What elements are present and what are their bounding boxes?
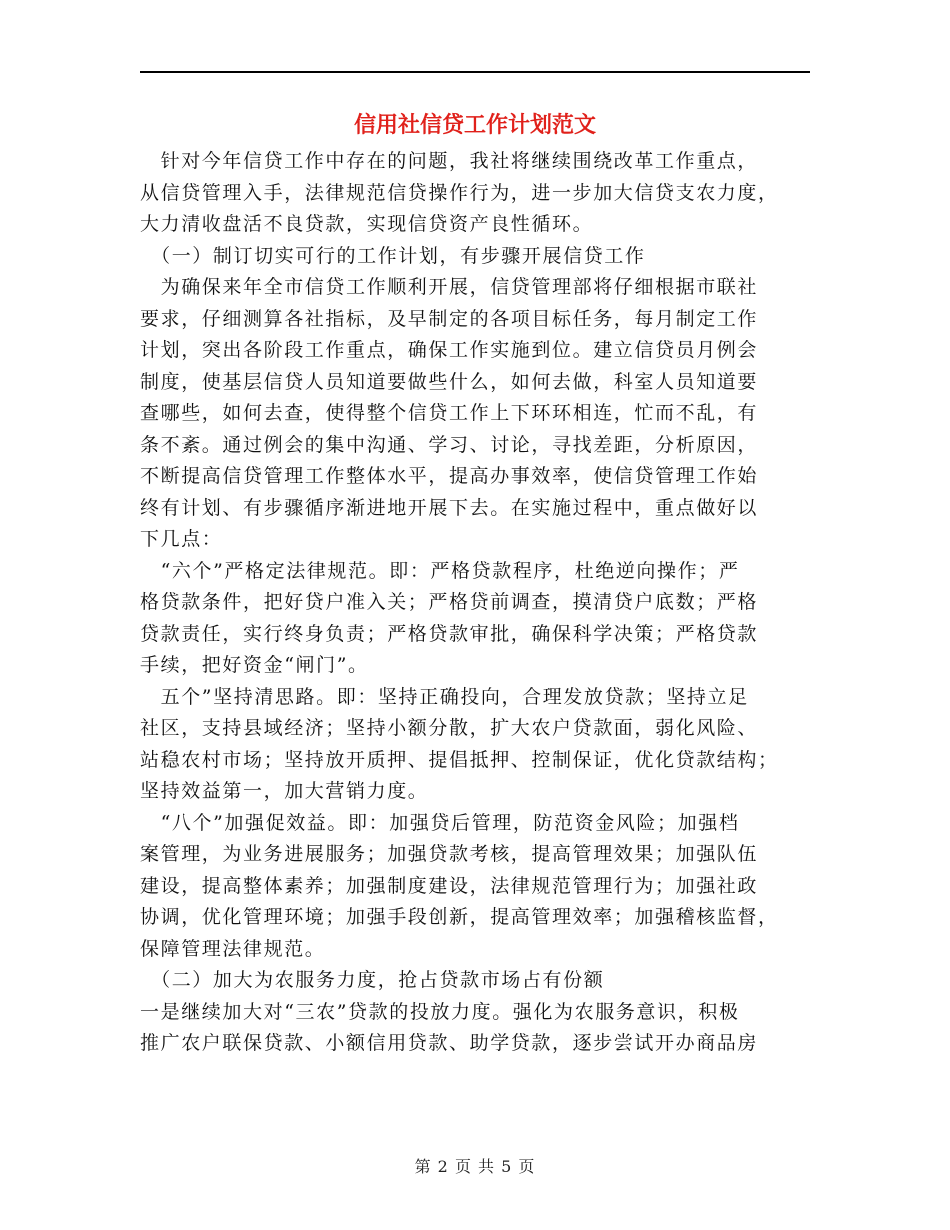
body-line: 查哪些，如何去查，使得整个信贷工作上下环环相连，忙而不乱，有 — [140, 402, 759, 424]
section-heading: （一）制订切实可行的工作计划，有步骤开展信贷工作 — [140, 244, 646, 267]
body-line: 保障管理法律规范。 — [140, 937, 326, 960]
body-line: 大力清收盘活不良贷款，实现信贷资产良性循环。 — [140, 213, 594, 235]
body-line: 一是继续加大对“三农”贷款的投放力度。强化为农服务意识，积极 — [140, 1000, 740, 1023]
body-line: 贷款责任，实行终身负责；严格贷款审批，确保科学决策；严格贷款 — [140, 622, 759, 645]
document-title: 信用社信贷工作计划范文 — [353, 113, 596, 138]
body-line: 推广农户联保贷款、小额信用贷款、助学贷款，逐步尝试开办商品房 — [140, 1032, 759, 1054]
body-line: 站稳农村市场；坚持放开质押、提倡抵押、控制保证，优化贷款结构； — [140, 748, 779, 771]
body-line: 计划，突出各阶段工作重点，确保工作实施到位。建立信贷员月例会 — [140, 339, 759, 361]
body-line: 手续，把好资金“闸门”。 — [140, 654, 369, 676]
body-line: “六个”严格定法律规范。即：严格贷款程序，杜绝逆向操作；严 — [140, 559, 740, 582]
body-line: 社区，支持县域经济；坚持小额分散，扩大农户贷款面，弱化风险、 — [140, 717, 759, 739]
body-line: 格贷款条件，把好贷户准入关；严格贷前调查，摸清贷户底数；严格 — [140, 591, 759, 613]
body-line: 从信贷管理入手，法律规范信贷操作行为，进一步加大信贷支农力度， — [140, 181, 779, 204]
body-line: 条不紊。通过例会的集中沟通、学习、讨论，寻找差距，分析原因， — [140, 433, 759, 456]
body-line: 不断提高信贷管理工作整体水平，提高办事效率，使信贷管理工作始 — [140, 465, 759, 487]
page-footer: 第 2 页 共 5 页 — [414, 1157, 536, 1176]
body-line: 案管理，为业务进展服务；加强贷款考核，提高管理效果；加强队伍 — [140, 843, 759, 865]
body-line: 终有计划、有步骤循序渐进地开展下去。在实施过程中，重点做好以 — [140, 496, 759, 519]
body-line: 针对今年信贷工作中存在的问题，我社将继续围绕改革工作重点， — [140, 150, 759, 172]
body-line: 五个”坚持清思路。即：坚持正确投向，合理发放贷款；坚持立足 — [140, 685, 749, 708]
body-line: 建设，提高整体素养；加强制度建设，法律规范管理行为；加强社政 — [140, 874, 759, 897]
document-body — [140, 146, 810, 1060]
body-line: “八个”加强促效益。即：加强贷后管理，防范资金风险；加强档 — [140, 811, 740, 834]
body-line: 为确保来年全市信贷工作顺利开展，信贷管理部将仔细根据市联社 — [140, 276, 759, 298]
body-line: 制度，使基层信贷人员知道要做些什么，如何去做，科室人员知道要 — [140, 370, 759, 393]
body-line: 协调，优化管理环境；加强手段创新，提高管理效率；加强稽核监督， — [140, 906, 779, 928]
header-rule — [140, 71, 810, 73]
body-line: 下几点： — [140, 528, 223, 550]
section-heading: （二）加大为农服务力度，抢占贷款市场占有份额 — [140, 969, 605, 991]
body-line: 坚持效益第一，加大营销力度。 — [140, 780, 429, 802]
body-line: 要求，仔细测算各社指标，及早制定的各项目标任务，每月制定工作 — [140, 307, 759, 330]
